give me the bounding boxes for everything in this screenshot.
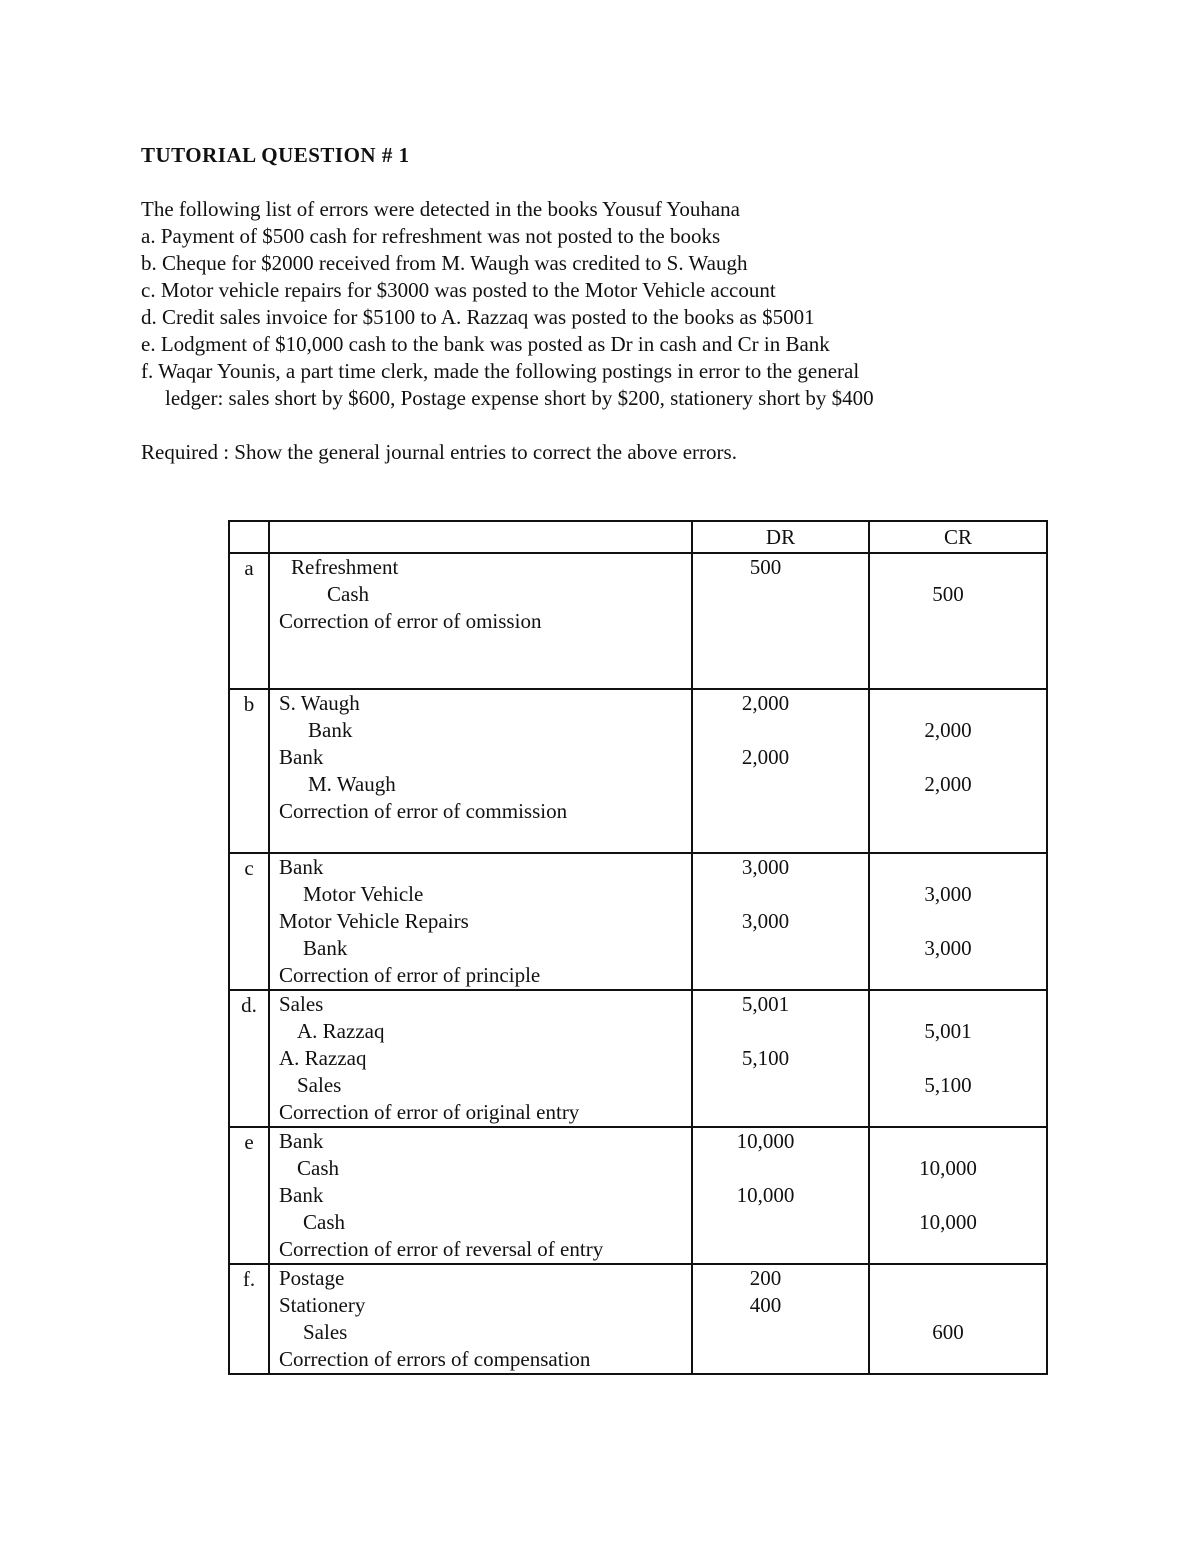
journal-entry-c [229, 853, 1047, 990]
page-title: TUTORIAL QUESTION # 1 [141, 143, 410, 167]
journal-entry-a [229, 553, 1047, 689]
account-line: A. Razzaq [297, 1019, 385, 1043]
entry-dr [692, 990, 869, 1127]
narration: Correction of error of commission [279, 799, 568, 823]
cr-amount: 2,000 [924, 772, 972, 796]
dr-amount: 500 [749, 555, 782, 579]
entry-dr [692, 1127, 869, 1264]
journal-entry-b [229, 689, 1047, 853]
entry-cr [869, 553, 1047, 689]
entry-cr [869, 1264, 1047, 1374]
account-line: Refreshment [291, 555, 399, 579]
journal-table [228, 520, 1048, 1375]
entry-accounts [269, 1264, 692, 1374]
entry-dr [692, 689, 869, 853]
account-line: Sales [279, 992, 324, 1016]
cr-amount: 2,000 [924, 718, 972, 742]
entry-cr [869, 990, 1047, 1127]
header-cr: CR [869, 521, 1047, 553]
account-line: Motor Vehicle Repairs [279, 909, 469, 933]
account-line: A. Razzaq [279, 1046, 367, 1070]
account-line: S. Waugh [279, 691, 360, 715]
journal-entry-f [229, 1264, 1047, 1374]
dr-amount: 10,000 [736, 1129, 795, 1153]
error-item-c: c. Motor vehicle repairs for $3000 was posted to the Motor Vehicle account [141, 278, 776, 302]
dr-amount: 3,000 [741, 909, 790, 933]
error-item-f-continued: ledger: sales short by $600, Postage expense short by $200, stationery short by $400 [165, 386, 874, 410]
entry-accounts [269, 990, 692, 1127]
narration: Correction of error of reversal of entry [279, 1237, 604, 1261]
cr-amount: 5,100 [924, 1073, 972, 1097]
dr-amount: 400 [749, 1293, 782, 1317]
account-line: Cash [327, 582, 369, 606]
entry-cr [869, 689, 1047, 853]
cr-amount: 3,000 [924, 936, 972, 960]
header-label-cell [229, 521, 269, 553]
entry-label: f. [229, 1264, 269, 1374]
account-line: Postage [279, 1266, 345, 1290]
error-item-f: f. Waqar Younis, a part time clerk, made the following postings in error to the general [141, 359, 860, 383]
account-line: Motor Vehicle [303, 882, 424, 906]
account-line: Stationery [279, 1293, 366, 1317]
account-line: Sales [303, 1320, 348, 1344]
table-header-row [229, 521, 1047, 553]
error-item-b: b. Cheque for $2000 received from M. Waugh was credited to S. Waugh [141, 251, 748, 275]
account-line: Bank [279, 855, 324, 879]
error-item-d: d. Credit sales invoice for $5100 to A. Razzaq was posted to the books as $5001 [141, 305, 815, 329]
dr-amount: 2,000 [741, 691, 790, 715]
dr-amount: 3,000 [741, 855, 790, 879]
entry-label: b [229, 689, 269, 853]
header-account-cell [269, 521, 692, 553]
journal-entry-d [229, 990, 1047, 1127]
entry-label: c [229, 853, 269, 990]
entry-cr [869, 1127, 1047, 1264]
entry-accounts [269, 853, 692, 990]
account-line: Cash [297, 1156, 339, 1180]
question-lead: The following list of errors were detected in the books Yousuf Youhana [141, 197, 740, 221]
cr-amount: 600 [932, 1320, 964, 1344]
cr-amount: 5,001 [924, 1019, 972, 1043]
error-item-e: e. Lodgment of $10,000 cash to the bank was posted as Dr in cash and Cr in Bank [141, 332, 830, 356]
account-line: Bank [308, 718, 353, 742]
journal-entry-e [229, 1127, 1047, 1264]
account-line: M. Waugh [308, 772, 396, 796]
header-dr: DR [692, 521, 869, 553]
cr-amount: 10,000 [919, 1210, 977, 1234]
entry-accounts [269, 689, 692, 853]
entry-cr [869, 853, 1047, 990]
entry-label: d. [229, 990, 269, 1127]
cr-amount: 10,000 [919, 1156, 977, 1180]
question-text [141, 196, 1041, 412]
entry-label: a [229, 553, 269, 689]
dr-amount: 200 [749, 1266, 782, 1290]
entry-dr [692, 853, 869, 990]
required-instruction: Required : Show the general journal entries to correct the above errors. [141, 440, 737, 464]
account-line: Bank [303, 936, 348, 960]
entry-dr [692, 1264, 869, 1374]
dr-amount: 2,000 [741, 745, 790, 769]
error-item-a: a. Payment of $500 cash for refreshment was not posted to the books [141, 224, 721, 248]
entry-label: e [229, 1127, 269, 1264]
account-line: Cash [303, 1210, 345, 1234]
narration: Correction of error of principle [279, 963, 541, 987]
entry-accounts [269, 553, 692, 689]
account-line: Bank [279, 1183, 324, 1207]
account-line: Sales [297, 1073, 342, 1097]
dr-amount: 10,000 [736, 1183, 795, 1207]
narration: Correction of error of original entry [279, 1100, 580, 1124]
cr-amount: 3,000 [924, 882, 972, 906]
entry-dr [692, 553, 869, 689]
narration: Correction of error of omission [279, 609, 542, 633]
narration: Correction of errors of compensation [279, 1347, 591, 1371]
cr-amount: 500 [932, 582, 964, 606]
account-line: Bank [279, 745, 324, 769]
dr-amount: 5,100 [741, 1046, 790, 1070]
account-line: Bank [279, 1129, 324, 1153]
entry-accounts [269, 1127, 692, 1264]
dr-amount: 5,001 [741, 992, 790, 1016]
